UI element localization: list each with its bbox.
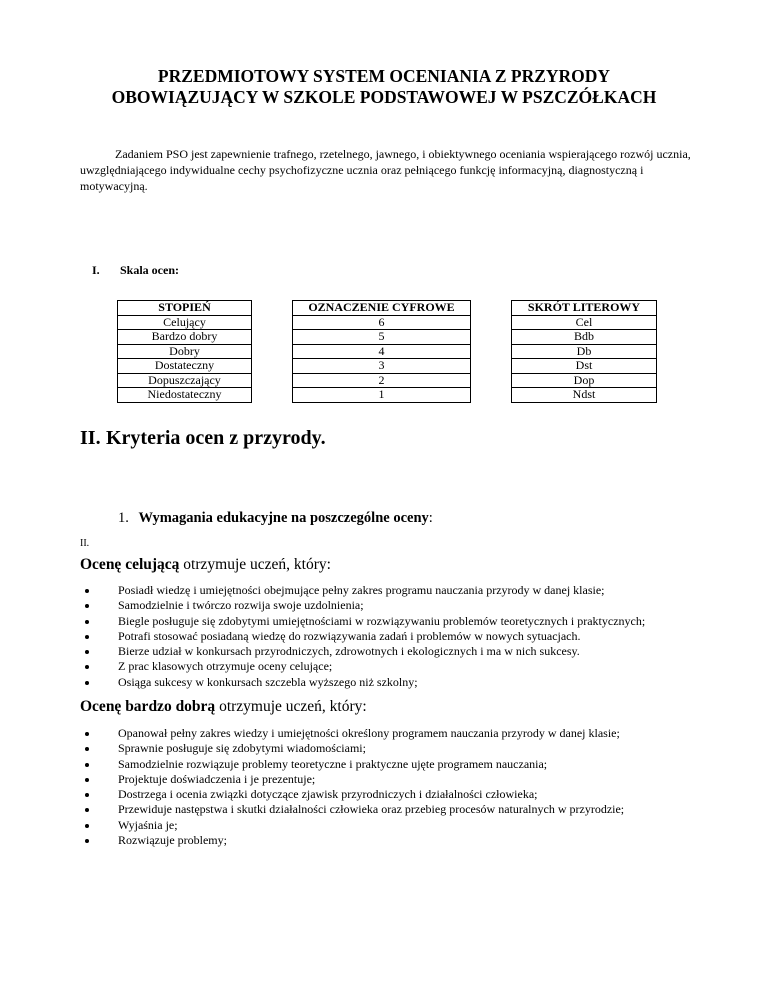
- header-oznaczenie: OZNACZENIE CYFROWE: [293, 301, 471, 316]
- cell-number: 4: [293, 344, 471, 359]
- cell-number: 6: [293, 315, 471, 330]
- list-item: Samodzielnie rozwiązuje problemy teoretyczne i praktyczne ujęte programem nauczania;: [80, 757, 624, 772]
- list-item: Przewiduje następstwa i skutki działalności człowieka oraz przebieg procesów naturalnych w przyrodzie;: [80, 802, 624, 817]
- title-line-1: PRZEDMIOTOWY SYSTEM OCENIANIA Z PRZYRODY: [157, 66, 611, 86]
- cell-abbrev: Dst: [512, 359, 657, 374]
- list-item: Samodzielnie i twórczo rozwija swoje uzdolnienia;: [80, 598, 645, 613]
- cell-grade: Dobry: [118, 344, 252, 359]
- cell-abbrev: Ndst: [512, 388, 657, 403]
- table-row: [118, 315, 657, 330]
- header-stopien: STOPIEŃ: [118, 301, 252, 316]
- cell-abbrev: Db: [512, 344, 657, 359]
- cell-number: 2: [293, 373, 471, 388]
- list-item: Dostrzega i ocenia związki dotyczące zjawisk przyrodniczych i działalności człowieka;: [80, 787, 624, 802]
- table-header-row: [118, 301, 657, 316]
- cell-grade: Bardzo dobry: [118, 330, 252, 345]
- cell-number: 1: [293, 388, 471, 403]
- grade-scale-table: [117, 300, 657, 403]
- grade-bardzo-dobra-heading-rest: otrzymuje uczeń, który:: [215, 698, 367, 715]
- cell-grade: Niedostateczny: [118, 388, 252, 403]
- list-item: Biegle posługuje się zdobytymi umiejętnościami w rozwiązywaniu problemów teoretycznych i praktycznych;: [80, 614, 645, 629]
- grade-celujaca-heading-bold: Ocenę celującą: [80, 556, 180, 573]
- section-2-heading: [80, 427, 326, 450]
- list-item: Z prac klasowych otrzymuje oceny celujące;: [80, 659, 645, 674]
- grade-bardzo-dobra-heading-bold: Ocenę bardzo dobrą: [80, 698, 216, 715]
- subsection-suffix: :: [428, 510, 433, 526]
- subsection-number: 1.: [118, 510, 129, 526]
- section-1-number: I.: [92, 263, 100, 277]
- table-row: [118, 388, 657, 403]
- table-row: [118, 359, 657, 374]
- section-2-title: Kryteria ocen z przyrody.: [106, 427, 326, 449]
- list-item: Osiąga sukcesy w konkursach szczebla wyższego niż szkolny;: [80, 675, 645, 690]
- grade-celujaca-heading-rest: otrzymuje uczeń, który:: [179, 556, 331, 573]
- cell-number: 5: [293, 330, 471, 345]
- grade-celujaca-list: [80, 583, 645, 690]
- cell-grade: Celujący: [118, 315, 252, 330]
- section-2-number: II.: [80, 427, 101, 449]
- table-row: [118, 373, 657, 388]
- list-item: Bierze udział w konkursach przyrodniczych, zdrowotnych i ekologicznych i ma w nich sukcesy.: [80, 644, 645, 659]
- section-1-heading: [92, 263, 179, 278]
- document-title: [0, 66, 768, 108]
- cell-abbrev: Cel: [512, 315, 657, 330]
- cell-abbrev: Bdb: [512, 330, 657, 345]
- title-line-2: OBOWIĄZUJĄCY W SZKOLE PODSTAWOWEJ W PSZCZÓŁKACH: [111, 87, 657, 107]
- list-item: Projektuje doświadczenia i je prezentuje;: [80, 772, 624, 787]
- cell-number: 3: [293, 359, 471, 374]
- cell-grade: Dopuszczający: [118, 373, 252, 388]
- list-item: Rozwiązuje problemy;: [80, 833, 624, 848]
- list-item: Posiadł wiedzę i umiejętności obejmujące pełny zakres programu nauczania przyrody w danej klasie;: [80, 583, 645, 598]
- section-1-title: Skala ocen:: [120, 263, 180, 277]
- grade-bardzo-dobra-heading: [80, 698, 367, 716]
- list-item: Opanował pełny zakres wiedzy i umiejętności określony programem nauczania przyrody w danej klasie;: [80, 726, 624, 741]
- subsection-heading: [118, 510, 433, 527]
- cell-abbrev: Dop: [512, 373, 657, 388]
- grade-celujaca-heading: [80, 556, 331, 574]
- cell-grade: Dostateczny: [118, 359, 252, 374]
- intro-paragraph: Zadaniem PSO jest zapewnienie trafnego, rzetelnego, jawnego, i obiektywnego oceniania wspierającego rozwój ucznia, uwzględniającego indywidualne cechy psychofizyczne ucznia oraz pełniącego funkcję informacyjną, diagnostyczną i motywacyjną.: [80, 147, 691, 193]
- list-item: Wyjaśnia je;: [80, 818, 624, 833]
- list-item: Sprawnie posługuje się zdobytymi wiadomościami;: [80, 741, 624, 756]
- table-row: [118, 344, 657, 359]
- grade-bardzo-dobra-list: [80, 726, 624, 848]
- list-item: Potrafi stosować posiadaną wiedzę do rozwiązywania zadań i problemów w nowych sytuacjach.: [80, 629, 645, 644]
- table-row: [118, 330, 657, 345]
- subsection-title: Wymagania edukacyjne na poszczególne oceny: [138, 510, 429, 526]
- header-skrot: SKRÓT LITEROWY: [512, 301, 657, 316]
- subsection-small-label: II.: [80, 538, 90, 549]
